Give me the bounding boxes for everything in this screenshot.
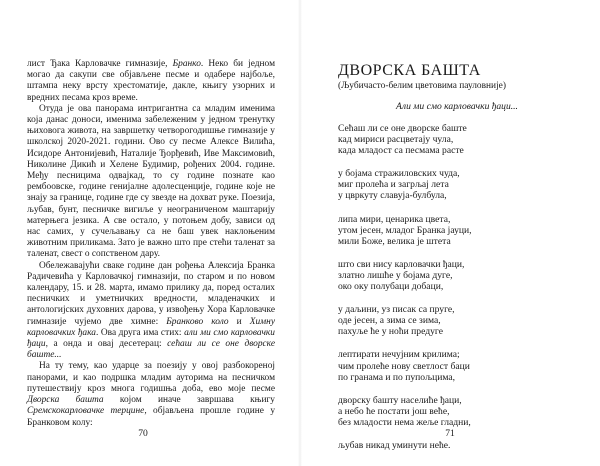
italic-text-run: сећаш ли се оне дворске баште... (27, 339, 275, 361)
poem-line: оде јесен, а зима се зима, (338, 315, 441, 327)
poem-line: лептирати нечујним крилима; (338, 349, 460, 361)
poem-line: утом јесен, младог Бранка јауци, (338, 224, 472, 236)
poem-stanza (338, 349, 578, 382)
poem-line: Сећаш ли се оне дворске баште (338, 123, 467, 134)
right-page (300, 0, 600, 466)
poem-line: љубав никад уминути неће. (338, 439, 451, 451)
poem-epigraph: Али ми смо карловачки ђаци... (396, 101, 518, 112)
page-number-left: 70 (138, 428, 148, 439)
body-paragraph (27, 59, 275, 104)
poem-stanza (338, 123, 578, 156)
poem-line: у цвркуту славуја-булбула, (338, 190, 447, 202)
poem-line: без младости нема жеље гладни, (338, 416, 471, 428)
poem-stanza (338, 168, 578, 201)
body-paragraph (27, 361, 275, 428)
poem-line: пахуље ће у ноћи предуге (338, 326, 443, 338)
poem-stanza (338, 440, 578, 451)
poem-title: ДВОРСКА БАШТА (338, 62, 481, 79)
text-run: Обележавајући сваке године дан рођења Алексија Бранка Радичевића у Карловачкој гимназији, по старом и по новом календару, 15. и 28. марта, имамо прилику да, поред осталих песничких и уметничких вредности, младеначких и антологијских духовних дарова, у извођењу Хора Карловачке гимназије чујемо две химне: (27, 260, 275, 327)
text-run: На ту тему, као ударце за поезију у овој разбокореној панорами, и као подршка младим ауторима на песничком путешествију кроз многа годишња доба, ево моје песме (27, 361, 275, 394)
poem-line: кад мириси расцветају чула, (338, 134, 454, 146)
text-run: и (228, 316, 250, 327)
text-run: , а онда и овај десетерац: (45, 339, 168, 350)
text-run: . Ова друга има стих: (95, 327, 185, 338)
poem-line: у даљини, уз писак са пруге, (338, 304, 455, 316)
italic-text-run: Сремскокарловачке терцине (27, 406, 145, 417)
poem-line: миг пролећа и загрљај лета (338, 179, 449, 191)
poem-line: дворску башту населиће ђаци, (338, 394, 462, 406)
poem-line: мили Боже, велика је штета (338, 235, 451, 247)
poem-line: чим пролеће нову светлост баци (338, 360, 470, 372)
poem-line: златно лишће у бојама дуге, (338, 269, 453, 281)
italic-text-run: Химну карловачких ђака (27, 316, 275, 338)
text-run: лист Ђака Карловачке гимназије, (27, 59, 173, 69)
left-page-body-text (27, 59, 275, 429)
poem-line: липа мири, ценарика цвета, (338, 213, 451, 225)
poem-stanza (338, 304, 578, 337)
poem-line: када младост са песмама расте (338, 145, 464, 157)
poem-line: око оку полубаци добаци, (338, 281, 444, 293)
poem-stanza (338, 259, 578, 292)
page-number-right: 71 (445, 428, 455, 439)
text-run: , објављена прошле године у Бранковом колу: (27, 406, 276, 428)
italic-text-run: Дворска башта (27, 395, 104, 406)
poem-line: а небо ће постати још веће, (338, 405, 450, 417)
text-run: Отуда је ова панорама интригантна са младим именима која данас доноси, именима забележеним у једном тренутку њиховога живота, на завршетку четворогодишње гимназије у школској 2020-2021. години. Ово су песме Алексе Вилића, Исидоре Антонијевић, Наталије Ђорђевић, Иве Максимовић, Николине Дикић и Хелене Будимир, рођених 2004. године. Међу песницима одвајкад, то су године познате као рембоовске, године генијалне адолесценције, године које не знају за границе, године где су звезде на дохват руке. Поезија, љубав, бунт, песничке вигиље у неограниченом маштарију матерњега језика. А све остало, у потоњем добу, зависи од нас самих, у сучељавању са не баш увек наклоњеним животним приликама. Зато је важно што пре стећи таленат за таленат, свест о сопственом дару. (27, 103, 275, 260)
poem-stanza (338, 214, 578, 247)
poem-stanzas (338, 123, 578, 463)
poem-stanza (338, 395, 578, 428)
italic-text-run: Бранково коло (166, 316, 229, 327)
poem-subtitle: (Љубичасто-белим цветовима пауловније) (338, 81, 506, 91)
italic-text-run: али ми смо карловачки ђаци (27, 327, 275, 350)
text-run: . Неко би једном могао да сакупи све објављене песме и одабере најбоље, штампа неку врсту хрестоматије, дакле, књигу узорних и вредних песама кроз време. (27, 59, 276, 103)
poem-line: што сви нису карловачки ђаци, (338, 258, 465, 270)
poem-line: у бојама стражиловских чуда, (338, 168, 460, 180)
text-run: којом иначе завршава књигу (103, 395, 275, 406)
body-paragraph (27, 104, 275, 261)
italic-text-run: Бранко (172, 59, 201, 69)
body-paragraph (27, 261, 275, 362)
poem-line: по гранама и по пупољцима, (338, 371, 456, 383)
